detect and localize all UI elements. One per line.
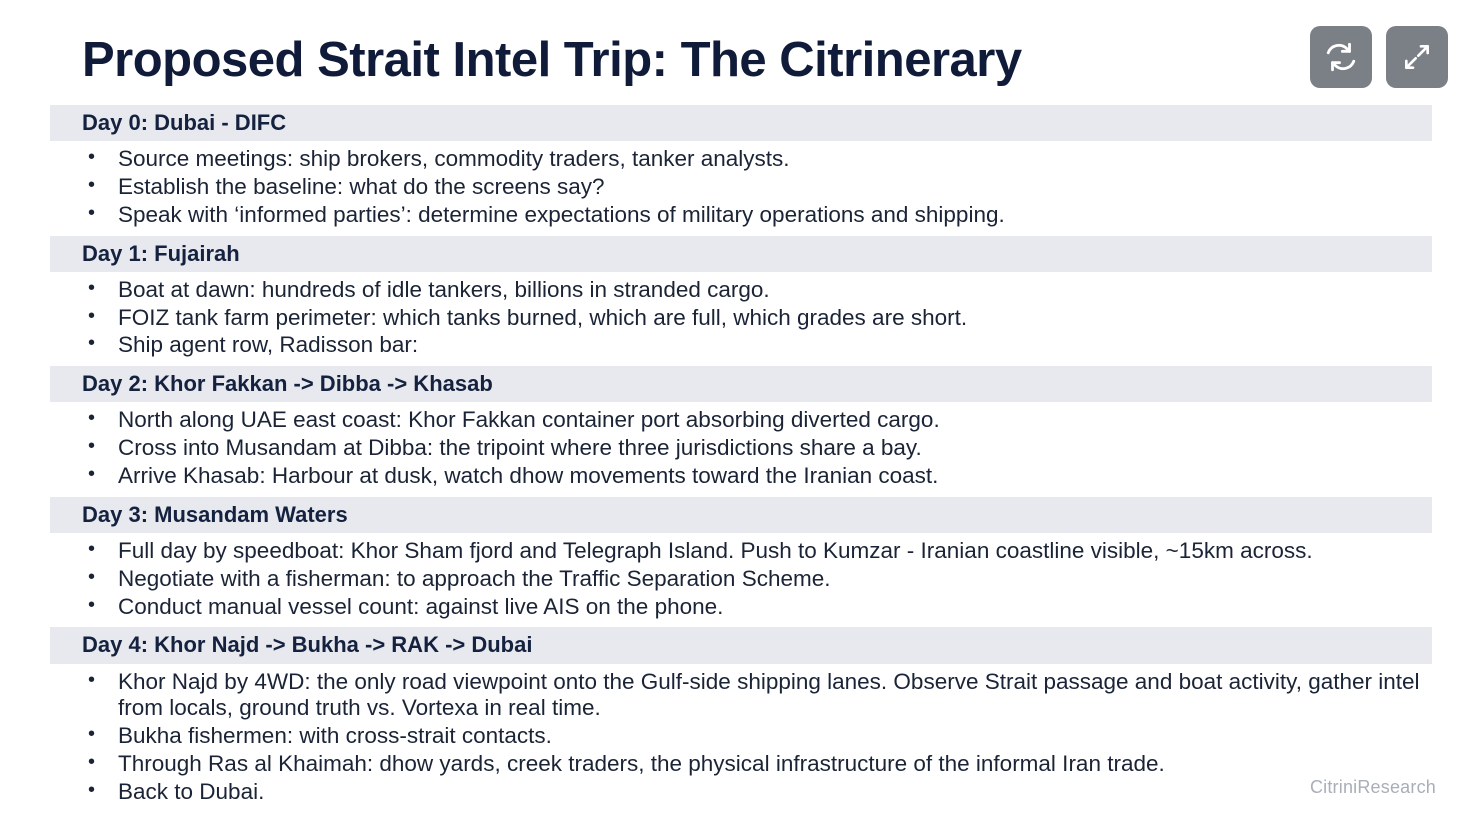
list-item: • Cross into Musandam at Dibba: the tripoint where three jurisdictions share a bay. (50, 435, 1432, 462)
list-item: • Bukha fishermen: with cross-strait contacts. (50, 723, 1432, 750)
expand-icon[interactable] (1386, 26, 1448, 88)
slide-toolbar (1310, 26, 1448, 88)
list-item: • Speak with ‘informed parties’: determine expectations of military operations and shipping. (50, 202, 1432, 229)
list-item: • Establish the baseline: what do the screens say? (50, 174, 1432, 201)
section-header: Day 0: Dubai - DIFC (50, 105, 1432, 141)
page-title: Proposed Strait Intel Trip: The Citrinerary (82, 33, 1022, 87)
section-bullets (50, 277, 1432, 359)
list-item: • Full day by speedboat: Khor Sham fjord and Telegraph Island. Push to Kumzar - Iranian coastline visible, ~15km across. (50, 538, 1432, 565)
list-item: • Back to Dubai. (50, 779, 1432, 806)
section-header: Day 4: Khor Najd -> Bukha -> RAK -> Dubai (50, 627, 1432, 663)
list-item: • Khor Najd by 4WD: the only road viewpoint onto the Gulf-side shipping lanes. Observe Strait passage and boat activity, gather intel from locals, ground truth vs. Vortexa in real time. (50, 669, 1432, 723)
list-item: • Through Ras al Khaimah: dhow yards, creek traders, the physical infrastructure of the informal Iran trade. (50, 751, 1432, 778)
itinerary-section (50, 497, 1432, 621)
list-item: • Negotiate with a fisherman: to approach the Traffic Separation Scheme. (50, 566, 1432, 593)
itinerary-section (50, 105, 1432, 229)
itinerary-section (50, 366, 1432, 490)
list-item: • Ship agent row, Radisson bar: (50, 332, 1432, 359)
section-bullets (50, 538, 1432, 620)
section-bullets (50, 407, 1432, 489)
itinerary-content (50, 105, 1432, 806)
section-bullets (50, 669, 1432, 806)
section-header: Day 3: Musandam Waters (50, 497, 1432, 533)
list-item: • Arrive Khasab: Harbour at dusk, watch dhow movements toward the Iranian coast. (50, 463, 1432, 490)
list-item: • Boat at dawn: hundreds of idle tankers, billions in stranded cargo. (50, 277, 1432, 304)
section-bullets (50, 146, 1432, 228)
watermark: CitriniResearch (1309, 777, 1436, 797)
list-item: • Source meetings: ship brokers, commodity traders, tanker analysts. (50, 146, 1432, 173)
refresh-icon[interactable] (1310, 26, 1372, 88)
itinerary-section (50, 236, 1432, 360)
section-header: Day 2: Khor Fakkan -> Dibba -> Khasab (50, 366, 1432, 402)
list-item: • North along UAE east coast: Khor Fakkan container port absorbing diverted cargo. (50, 407, 1432, 434)
list-item: • Conduct manual vessel count: against live AIS on the phone. (50, 594, 1432, 621)
section-header: Day 1: Fujairah (50, 236, 1432, 272)
list-item: • FOIZ tank farm perimeter: which tanks burned, which are full, which grades are short. (50, 305, 1432, 332)
itinerary-section (50, 627, 1432, 805)
